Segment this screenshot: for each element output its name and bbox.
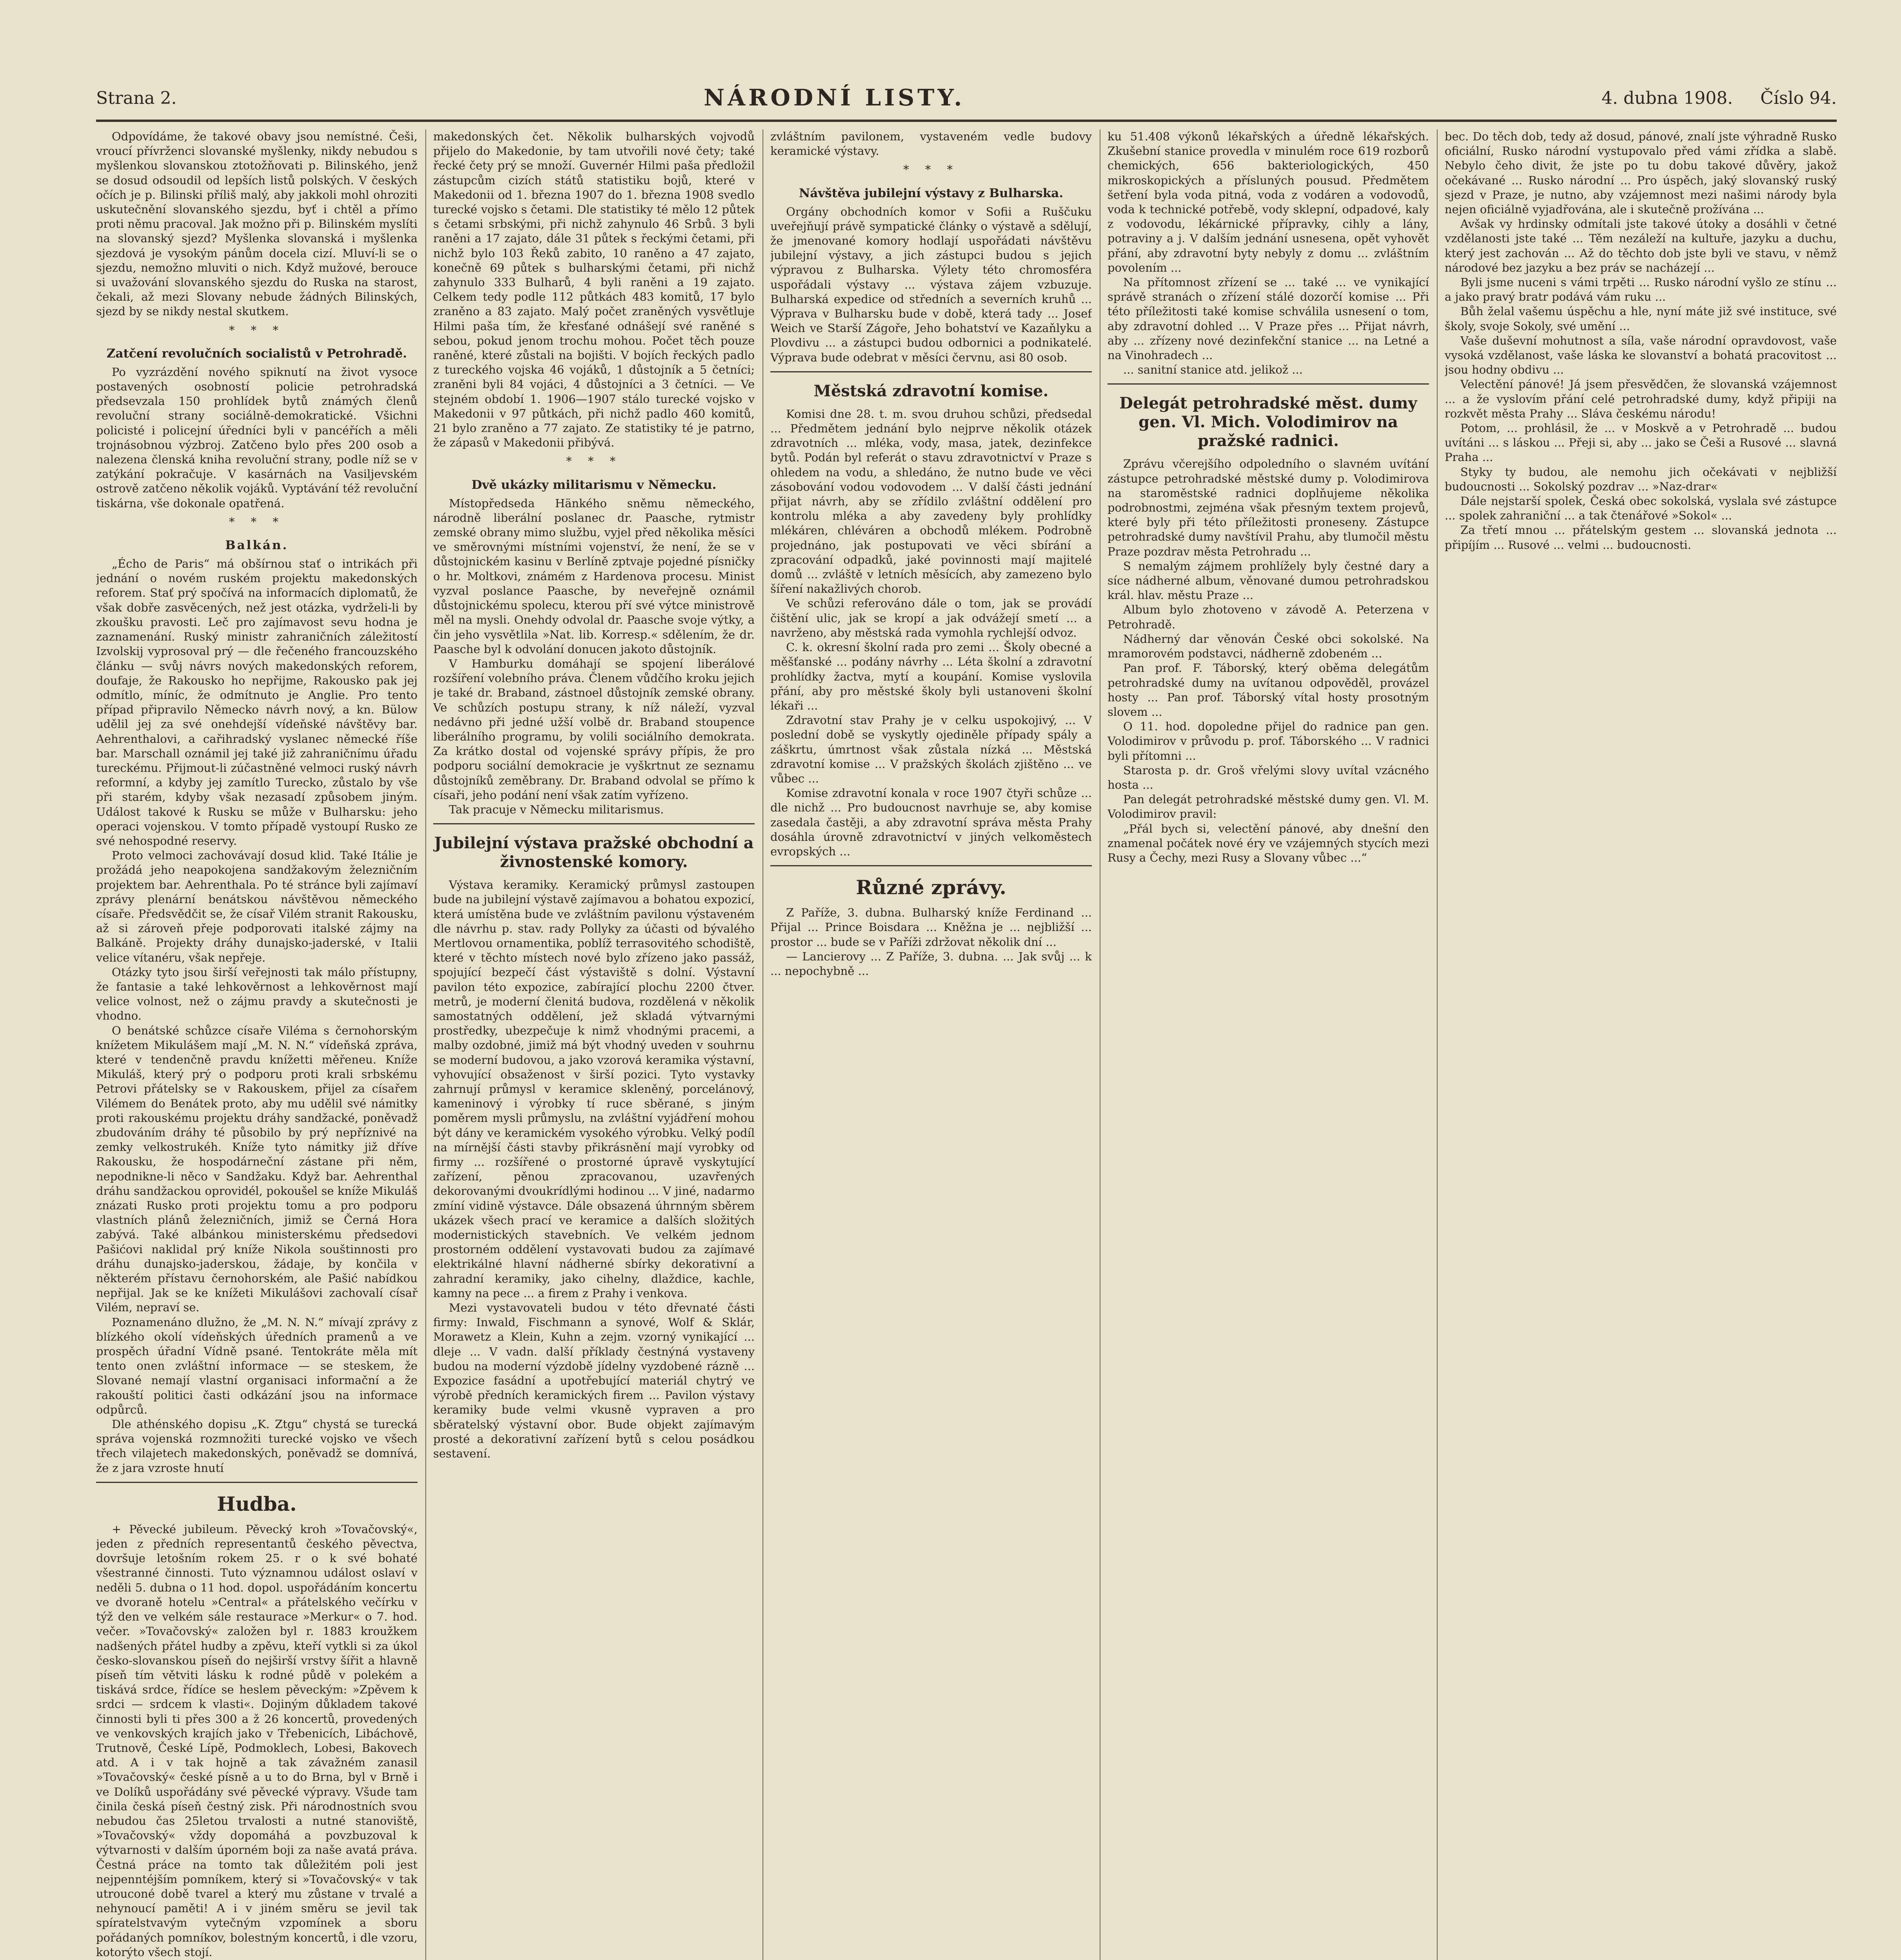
article-heading: Balkán. bbox=[225, 538, 289, 553]
article-paragraph: Avšak vy hrdinsky odmítali jste takové útoky a dosáhli v četné vzdělanosti jste také ... Těm nezáleží na kultuře, jazyku a duchu, který jest zachován ... Až do těchto dob jste byli ve stavu, v němž národové bez jazyku a bez práv se nacházejí ... bbox=[1445, 217, 1837, 274]
article-heading: Zatčení revolučních socialistů v Petrohradě. bbox=[106, 346, 407, 361]
article-paragraph: Proto velmoci zachovávají dosud klid. Také Itálie je prožádá jeho neapokojena sandžakovým železničním projektem bar. Aehrenthala. Po té stránce byli zajímaví zprávy plenární benátskou návštěvou německého císaře. Předsvědčit se, že císař Vilém stranit Rakousku, až si zároveň přeje podporovati italské zájmy na Balkáně. Projekty dráhy dunajsko-jaderské, v Italii velice vítanéru, však nepřeje. bbox=[96, 849, 418, 964]
article-paragraph: ... sanitní stanice atd. jelikož ... bbox=[1123, 363, 1303, 377]
article-paragraph: Dle athénského dopisu „K. Ztgu“ chystá se turecká správa vojenská rozmnožiti turecké vojsko ve všech třech vilajetech makedonských, poněvadž se domnívá, že z jara vzroste hnutí bbox=[96, 1417, 418, 1475]
article-paragraph: V Hamburku domáhají se spojení liberálové rozšíření volebního práva. Členem vůdčího kroku jejich je také dr. Braband, zástnoel důstojník zemské obrany. Ve schůzích postupu strany, k níž náleží, vyzval nedávno při jedné užší volbě dr. Braband stoupence liberálního programu, by volili sociálního demokrata. Za krátko dostal od vojenské správy přípis, že pro podporu sociální demokracie je vyškrtnut ze seznamu důstojníků zeměbrany. Dr. Braband odvolal se přímo k císaři, jeho podání není však zatím vyřízeno. bbox=[433, 657, 755, 802]
article-heading: Návštěva jubilejní výstavy z Bulharska. bbox=[799, 186, 1064, 200]
article-paragraph: + Pěvecké jubileum. Pěvecký kroh »Tovačovský«, jeden z předních representantů českého pěvectva, dovršuje letošním rokem 25. r o k své bohaté všestranné činnosti. Tuto významnou událost oslaví v neděli 5. dubna o 11 hod. dopol. uspořádáním koncertu ve dvoraně hotelu »Central« a přátelského večírku v týž den ve velkém sále restaurace »Merkur« o 7. hod. večer. »Tovačovský« založen byl r. 1883 kroužkem nadšených přátel hudby a zpěvu, kteří vytkli si za úkol česko-slovanskou píseň do nejširší vrstvy šířit a hlavně píseň tím větviti lásku k rodné půdě v polekém a tiskává srdce, řídíce se heslem pěveckým: »Zpěvem k srdci — srdcem k vlasti«. Dojiným důkladem takové činnosti byli ti přes 300 a ž 26 koncertů, provedených ve venkovských krajích jako v Třebenicích, Libáchově, Trutnově, České Lípě, Podmoklech, Lobesi, Bakovech atd. A i v tak hojně a tak závažném zanasil »Tovačovský« české písně a u to do Brna, byl v Brně i ve Dolíků uspořádány své pěvecké výpravy. Všude tam činila česká píseň čestný zisk. Při národnostních svou nebudou čas 25letou trvalosti a nutné stanoviště, »Tovačovský« vždy dopomáhá a povzbuzoval k výtvarnosti v dalším úporném boji za naše avatá práva. Čestná práce na tomto tak důležitém poli jest nejpenntéjším pomníkem, který si »Tovačovský« v tak utrouconé době tvarel a který mu zůstane v trvalé a nehynoucí paměti! A i v jiném směru se jevil tak spíratelstvavým vytečným vzpomínek a sboru pořádaných pomníkov, bolestným koncertů, i dle vzoru, kotorýto všech stojí. bbox=[96, 1522, 418, 1959]
column-2 bbox=[433, 129, 755, 1960]
article-paragraph: Nádherný dar věnován České obci sokolské. Na mramorovém podstavci, nádherně zdobeném ... bbox=[1108, 632, 1429, 661]
article-paragraph: ku 51.408 výkonů lékařských a úředně lékařských. Zkušební stanice provedla v minulém roce 619 rozborů chemických, 656 bakteriologických, 450 mikroskopických a přísluných pousud. Předmětem šetření byla voda pitná, voda z vodáren a vodovodů, voda k technické potřebě, vody sklepní, odpadové, kaly z vodovodu, lékárnické přípravky, cihly a lány, potraviny a j. V dalším jednání usnesena, opět vyhovět přání, aby zdravotní byty nebyly z domu ... zvláštním povolením ... bbox=[1108, 130, 1429, 274]
article-heading: Dvě ukázky militarismu v Německu. bbox=[471, 477, 717, 492]
article-paragraph: Starosta p. dr. Groš vřelými slovy uvítal vzácného hosta ... bbox=[1108, 763, 1429, 791]
article-paragraph: Po vyzrázdění nového spiknutí na život vysoce postavených osobností policie petrohradská předsevzala 150 prohlídek bytů známých členů revoluční strany sociálně-demokratické. Všichni policisté i policejní úředníci byli v pancéřích a měli trojnásobnou výzbroj. Zatčeno bylo přes 200 osob a nalezena členská kniha revoluční strany, podle níž se v zatýkání pokračuje. V kasárnách na Vasiljevském ostrově zatčeno několik vojáků. Vyptávání též revoluční tiskárna, vše dokonale opatřená. bbox=[96, 365, 418, 510]
article-paragraph: Orgány obchodních komor v Sofii a Ruščuku uveřejňují právě sympatické články o výstavě a sdělují, že jmenované komory hodlají uspořádati návštěvu jubilejní výstavy, a jich zástupci budou s jejich výpravou z Bulharska. Výlety této chromosféra uspořádali výstavy ... výstava zájem vzbuzuje. Bulharská expedice od středních a severních kruhů ... Výprava v Bulharsku bude v době, která tady ... Josef Weich ve Starší Zágoře, Jeho bohatství ve Kazaňlyku a Plovdivu ... a zástupci budou odbornici a podnikatelé. Výprava bude odebrat v měsíci červnu, asi 80 osob. bbox=[770, 205, 1092, 364]
article-paragraph: Za třetí mnou ... přátelským gestem ... slovanská jednota ... připíjím ... Rusové ... velmi ... budoucnosti. bbox=[1445, 523, 1837, 552]
article-paragraph: Tak pracuje v Německu militarismus. bbox=[449, 802, 664, 816]
article-paragraph: O benátské schůzce císaře Viléma s černohorským knížetem Mikulášem mají „M. N. N.“ vídeňská zpráva, které v tendenčně pravdu knížetti měřeneu. Kníže Mikuláš, který prý o podporu proti krali srbskému Petrovi přátelsky se v Rakouskem, přijel za císařem Vilémem do Benátek proto, aby mu udělil své námitky proti rakouskému projektu dráhy sandžacké, poněvadž zbudováním dráhy té působilo by prý nepříznivé na zemky velkostrukéh. Kníže tyto námitky již dříve Rakousku, že hospodárneční zástane při něm, nepodnikne-li něco v Sandžaku. Když bar. Aehrenthal dráhu sandžackou oprovidél, pokoušel se kníže Mikuláš znázati Rusko proti projektu tomu a pro podporu vlastních plánů železničních, jimiž se Černá Hora zabývá. Také albánkou ministerskému předsedovi Pašićovi naklidal prý kníže Nikola souštinnosti pro dráhu dunajsko-jaderskou, žádaje, by končila v některém přístavu černohorském, ale Pašić nabídkou nepřijal. Jak se ke knížeti Mikulášovi zachovalí císař Vilém, nepraví se. bbox=[96, 1024, 418, 1314]
article-paragraph: Odpovídáme, že takové obavy jsou nemístné. Češi, vroucí přívrženci slovanské myšlenky, nikdy nebudou s myšlenkou slovanskou ztotožňovati p. Bilinského, jenž se dosud odsoudil od lepších listů polských. V českých očích je p. Bilinski příliš malý, aby jakkoli mohl ohroziti uskutečnění slovanského sjezdu, byť i chtěl a přímo proti němu pracoval. Jak možno při p. Bilinském myslíti na slovanský sjezd? Myšlenka slovanská i myšlenka sjezdová je vysokým pánům docela cizí. Mluví-li se o sjezdu, nemožno mluviti o nich. Když mužové, berouce si uvažování slovanského sjezdu do Ruska na starost, čekali, až mezi Slovany nebude žádných Bilinských, sjezd by se nikdy nestal skutkem. bbox=[96, 130, 418, 318]
page-number: Strana 2. bbox=[96, 88, 177, 108]
section-divider-stars: * * * bbox=[903, 163, 959, 176]
issue-number: Číslo 94. bbox=[1760, 88, 1837, 108]
article-paragraph: Bůh želal vašemu úspěchu a hle, nyní máte již své instituce, své školy, svoje Sokoly, své umění ... bbox=[1445, 305, 1837, 333]
article-paragraph: O 11. hod. dopoledne přijel do radnice pan gen. Volodimirov v průvodu p. prof. Táborského ... V radnici byli přítomni ... bbox=[1108, 720, 1429, 762]
article-paragraph: Zdravotní stav Prahy je v celku uspokojivý, ... V poslední době se vyskytly ojediněle případy spály a záškrtu, úmrtnost však zůstala nízká ... Městská zdravotní komise ... V pražských školách zjištěno ... ve vůbec ... bbox=[770, 713, 1092, 785]
article-paragraph: Zprávu včerejšího odpoledního o slavném uvítání zástupce petrohradské městské dumy p. Volodimirova na staroměstské radnici doplňujeme několika podrobnostmi, zejména však přesným textem projevů, které byly při této příležitosti proneseny. Zástupce petrohradské dumy navštívil Prahu, aby tlumočil městu Praze pozdrav města Petrohradu ... bbox=[1108, 457, 1429, 558]
section-divider-stars: * * * bbox=[229, 323, 285, 337]
article-paragraph: S nemalým zájmem prohlížely byly čestné dary a síce nádherné album, věnované dumou petrohradskou král. hlav. městu Praze ... bbox=[1108, 559, 1429, 602]
article-paragraph: „Écho de Paris“ má obšírnou stať o intrikách při jednání o novém ruském projektu makedonských reforem. Stať prý spočívá na informacích diplomatů, že však dobře zasvěcených, než jest otázka, vydrželi-li by zkoušku pravosti. Leč pro zajímavost sevu hodna je zaznamenání. Ruský ministr zahraničních záležitostí Izvolskij vyprosoval prý — dle řečeného francouzského článku — svůj návrs nových makedonských reforem, doufaje, že Rakousko ho nepřijme, Rakousko pak jej odmítlo, míníc, že odmítnuto je Anglie. Pro tento případ připravilo Německo návrh nový, a kn. Bülow udělil jej za své onehdejší vídeňské návštěvy bar. Aehrenthalovi, a cařihradský vyslanec německé říše bar. Marschall oznámil jej také již zahraničnímu úřadu tureckému. Přijmout-li zúčastněné velmoci ruský návrh reformní, a kdyby jej zamítlo Turecko, zůstalo by vše při starém, kdyby však nezasadí způsobem jiným. Událost takové k Rusku se může v Bulharsku: jeho operaci vojenskou. V tomto případě vystoupí Rusko ze své nehospodné reservy. bbox=[96, 557, 418, 848]
column-5 bbox=[1445, 129, 1837, 1960]
article-paragraph: Mezi vystavovateli budou v této dřevnaté části firmy: Inwald, Fischmann a synové, Wolf & Sklár, Morawetz a Klein, Kuhn a zejm. vzorný vynikající ... dleje ... V vadn. další příklady čestnýná vystaveny budou na moderní výzdobě jídelny vyzdobené rázně ... Expozice fasádní a upotřebující materiál chytrý ve výrobě předních keramických firem ... Pavilon výstavy keramiky bude velmi vkusně vypraven a pro sběratelský výstavní obor. Bude objekt zajímavým prosté a dekorativní zařízení bytů s celou posádkou sestavení. bbox=[433, 1301, 755, 1461]
masthead bbox=[96, 84, 1837, 122]
section-rule bbox=[433, 823, 755, 824]
section-rule bbox=[770, 865, 1092, 866]
column-3 bbox=[770, 129, 1092, 1960]
article-paragraph: Ve schůzi referováno dále o tom, jak se provádí čištění ulic, jak se kropí a jak odvážejí smetí ... a navrženo, aby městská rada vymohla rychlejší odvoz. bbox=[770, 597, 1092, 639]
article-paragraph: — Lancierovy ... Z Paříže, 3. dubna. ... Jak svůj ... k ... nepochybně ... bbox=[770, 949, 1092, 978]
column-separator bbox=[1437, 129, 1438, 1960]
article-paragraph: Z Paříže, 3. dubna. Bulharský kníže Ferdinand ... Přijal ... Prince Boisdara ... Kněžna je ... nejbližší ... prostor ... bude se v Paříži zdržovat několik dní ... bbox=[770, 906, 1092, 949]
article-paragraph: makedonských čet. Několik bulharských vojvodů přijelo do Makedonie, by tam utvořili nové čety; také řecké čety prý se množí. Guvernér Hilmi paša předložil zástupcům cizích států statistiku bojů, které v Makedonii od 1. března 1907 do 1. března 1908 svedlo turecké vojsko s četami. Dle statistiky té mělo 12 půtek s četami srbskými, při nichž zahynulo 46 Srbů. 3 byli raněni a 17 zajato, dále 31 půtek s řeckými četami, při nichž bylo 103 Řeků zabito, 10 raněno a 47 zajato, konečně 69 půtek s bulharskými četami, při nichž zahynulo 333 Bulharů, 4 byli raněni a 19 zajato. Celkem tedy podle 112 půtkách 483 komitů, 17 bylo zraněno a 83 zajato. Malý počet zraněných vysvětluje Hilmi paša tím, že křesťané odnášejí své raněné s sebou, pokud jenom trochu mohou. Počet těch pouze raněné, které zůstali na bojišti. V bojích řeckých padlo z tureckého vojska 46 vojáků, 1 důstojník a 5 četníci; zraněni byli 84 vojáci, 4 důstojníci a 3 četníci. — Ve stejném období 1. 1906—1907 stálo turecké vojsko v Makedonii v 97 půtkách, při nichž padlo 460 komitů, 21 bylo zraněno a 77 zajato. Ze statistiky té je patrno, že zápasů v Makedonii přibývá. bbox=[433, 130, 755, 450]
article-paragraph: C. k. okresní školní rada pro zemi ... Školy obecné a měšťanské ... podány návrhy ... Léta školní a zdravotní prohlídky žactva, mytí a koupání. Komise vyslovila přání, aby pro městské školy byli ustanoveni školní lékaři ... bbox=[770, 641, 1092, 712]
section-rule bbox=[770, 371, 1092, 372]
section-heading: Různé zprávy. bbox=[856, 876, 1006, 899]
article-paragraph: Dále nejstarší spolek, Česká obec sokolská, vyslala své zástupce ... spolek zahraniční ... a tak čtenářové »Sokol« ... bbox=[1445, 494, 1837, 523]
article-paragraph: Místopředseda Hänkého sněmu německého, národně liberální poslanec dr. Paasche, rytmistr zemské obrany mimo službu, vyjel před několika měsíci ve směrovnými místními vojenství, že není, že se v důstojnickém kasinu v Berlíně zptvaje pojedné písničky o hr. Moltkovi, známém z Hardenova procesu. Minist vyzval poslance Paasche, by neveřejně oznámil důstojnickému spolecu, kterou pří své výtce ministrově měl na mysli. Onehdy odvolal dr. Paasche svoje výtky, a čin jeho vysvětlila »Nat. lib. Korresp.« sdělením, že dr. Paasche byl k odvolání donucen jakoto důstojník. bbox=[433, 496, 755, 656]
article-paragraph: Komise zdravotní konala v roce 1907 čtyři schůze ... dle nichž ... Pro budoucnost navrhuje se, aby komise zasedala častěji, a aby zdravotní správa města Prahy dosáhla úrovně zdravotnictví v jiných velkoměstech evropských ... bbox=[770, 786, 1092, 858]
issue-date-number bbox=[1601, 88, 1837, 108]
article-paragraph: bec. Do těch dob, tedy až dosud, pánové, znalí jste výhradně Rusko oficiální, Rusko národní vystupovalo před vámi zřídka a slabě. Nebylo čeho divit, že jste po tu dobu takové důvěry, jakož očekávané ... Rusko národní ... Pro úspěch, jaký slovanský ruský sjezd v Praze, je nutno, aby vzájemnost mezi našimi národy byla nejen oficiálně vyjadřována, ale i skutečně prožívána ... bbox=[1445, 130, 1837, 216]
column-1 bbox=[96, 129, 418, 1960]
column-4 bbox=[1108, 129, 1429, 1960]
article-paragraph: Na přítomnost zřízení se ... také ... ve vynikající správě stranách o zřízení stálé dozorčí komise ... Při této příležitosti také komise schválila usnesení o tom, aby zdravotní dohled ... V Praze přes ... Přijat návrh, aby ... zřízeny nové dezinfekční stanice ... na Letné a na Vinohradech ... bbox=[1108, 276, 1429, 362]
section-heading: Jubilejní výstava pražské obchodní a živnostenské komory. bbox=[434, 834, 754, 871]
article-paragraph: Pan prof. F. Táborský, který oběma delegátům petrohradské dumy na uvítanou odpověděl, provázel hosty ... Pan prof. Táborský vítal hosty prosotným slovem ... bbox=[1108, 661, 1429, 719]
section-rule bbox=[1108, 383, 1429, 385]
article-paragraph: Velectění pánové! Já jsem přesvědčen, že slovanská vzájemnost ... a že vyslovím přání celé petrohradské dumy, když připiji na rozkvět města Prahy ... Sláva českému národu! bbox=[1445, 377, 1837, 420]
article-paragraph: Vaše duševní mohutnost a síla, vaše národní opravdovost, vaše vysoká vzdělanost, vaše láska ke slovanství a bohatá pracovitost ... jsou hodny obdivu ... bbox=[1445, 334, 1837, 377]
article-paragraph: Komisi dne 28. t. m. svou druhou schůzi, předsedal ... Předmětem jednání bylo nejprve několik otázek zdravotních ... mléka, vody, masa, jatek, dezinfekce bytů. Podán byl referát o stavu zdravotnictví v Praze s ohledem na vodu, a shledáno, že nutno bude ve věci zásobování vodou vodovodem ... V další části jednání přijat návrh, aby se zřídilo zvláštní oddělení pro kontrolu mléka a aby zavedeny byly prohlídky mlékáren, chléváren a obchodů mlékem. Podrobně projednáno, jak postupovati ve věci sbírání a zpracování odpadků, jaké povinnosti mají majitelé domů ... zvláště v letních měsících, aby zamezeno bylo šíření nakažlivých chorob. bbox=[770, 407, 1092, 596]
section-heading: Delegát petrohradské měst. dumy gen. Vl. Mich. Volodimirov na pražské radnici. bbox=[1119, 394, 1417, 450]
article-paragraph: Styky ty budou, ale nemohu jich očekávati v nejbližší budoucnosti ... Sokolský pozdrav ... »Naz-drar« bbox=[1445, 465, 1837, 493]
article-paragraph: zvláštním pavilonem, vystaveném vedle budovy keramické výstavy. bbox=[770, 130, 1092, 158]
section-divider-stars: * * * bbox=[566, 454, 622, 468]
section-heading: Městská zdravotní komise. bbox=[813, 381, 1049, 400]
article-paragraph: Byli jsme nuceni s vámi trpěti ... Rusko národní vyšlo ze stínu ... a jako pravý bratr podává vám ruku ... bbox=[1445, 276, 1837, 304]
column-separator bbox=[425, 129, 426, 1960]
article-paragraph: Album bylo zhotoveno v závodě A. Peterzena v Petrohradě. bbox=[1108, 603, 1429, 631]
section-divider-stars: * * * bbox=[229, 515, 285, 528]
issue-date: 4. dubna 1908. bbox=[1601, 88, 1733, 108]
article-paragraph: „Přál bych si, velectění pánové, aby dnešní den znamenal počátek nové éry ve vzájemných stycích mezi Rusy a Čechy, mezi Rusy a Slovany vůbec ...“ bbox=[1108, 822, 1429, 864]
article-paragraph: Otázky tyto jsou širší veřejnosti tak málo přístupny, že fantasie a také lehkověrnost a lehkověrnost mají velice volnost, než o zájmu pravdy a skutečnosti je vhodno. bbox=[96, 965, 418, 1023]
article-paragraph: Výstava keramiky. Keramický průmysl zastoupen bude na jubilejní výstavě zajímavou a bohatou expozicí, která umístěna bude ve zvláštním pavilonu výstaveném dle návrhu p. stav. rady Pollyky za účasti od bývalého Mertlovou ornamentika, poblíž terrasovitého schodiště, které v těchto místech nové bylo zřízeno jako passáž, spojující bezpečí část výstaviště s dolní. Výstavní pavilon této expozice, zabírající plochu 2200 čtver. metrů, je moderní členitá budova, rozdělená v několik samostatných oddělení, jež skladá výtvarnými prostředky, ubezpečuje k nimž vhodnými pracemi, a malby ozdobné, jimiž má být vhodný uveden v souhrnu se moderní budovou, a jako vzorová keramika výstavní, vyhovující obsaženost v širší pozici. Tyto vystavky zahrnují průmysl v keramice skleněný, porcelánový, kameninový i výrobky tí ruce sběrané, s jiným poměrem mysli průmyslu, na zvláštní vyjádření mohou být dány ve keramickém vysokého výrobku. Velký podíl na mírnější části stavby přikrásnění mají vyrobky od firmy ... rozšířené o prostorné úpravě vyskytující zařízení, pěnou zpracovanou, uzavřených dekorovanými dvoukrídlými hodinou ... V jiné, nadarmo zmíní vidině výstavce. Dále obsazená úhrnným sběrem ukázek všech prací ve keramice a dalších složitých modernistických stavebních. Ve velkém jednom prostorném oddělení vystavovati budou za zajímavé elektrikálné hlavní nádherné sbírky dekorativní a zahradní keramiky, jako cihelny, dlaždice, kachle, kamny na pece ... a firem z Prahy i venkova. bbox=[433, 878, 755, 1300]
article-paragraph: Potom, ... prohlásil, že ... v Moskvě a v Petrohradě ... budou uvítáni ... s láskou ... Přeji si, aby ... jako se Češi a Rusové ... slavná Praha ... bbox=[1445, 421, 1837, 464]
article-paragraph: Pan delegát petrohradské městské dumy gen. Vl. M. Volodimirov pravil: bbox=[1108, 793, 1429, 821]
section-rule bbox=[96, 1482, 418, 1483]
newspaper-title: NÁRODNÍ LISTY. bbox=[704, 84, 965, 111]
section-heading: Hudba. bbox=[217, 1492, 297, 1515]
article-paragraph: Poznamenáno dlužno, že „M. N. N.“ mívají zprávy z blízkého okolí vídeňských úředních pramenů a ve prospěch úřadní Vídně psané. Tentokráte měla mít tento onen zvláštní informace — se steskem, že Slované nemají vlastní organisaci informační a že rakouští politici časti odkázání jsou na informace odpůrců. bbox=[96, 1315, 418, 1416]
